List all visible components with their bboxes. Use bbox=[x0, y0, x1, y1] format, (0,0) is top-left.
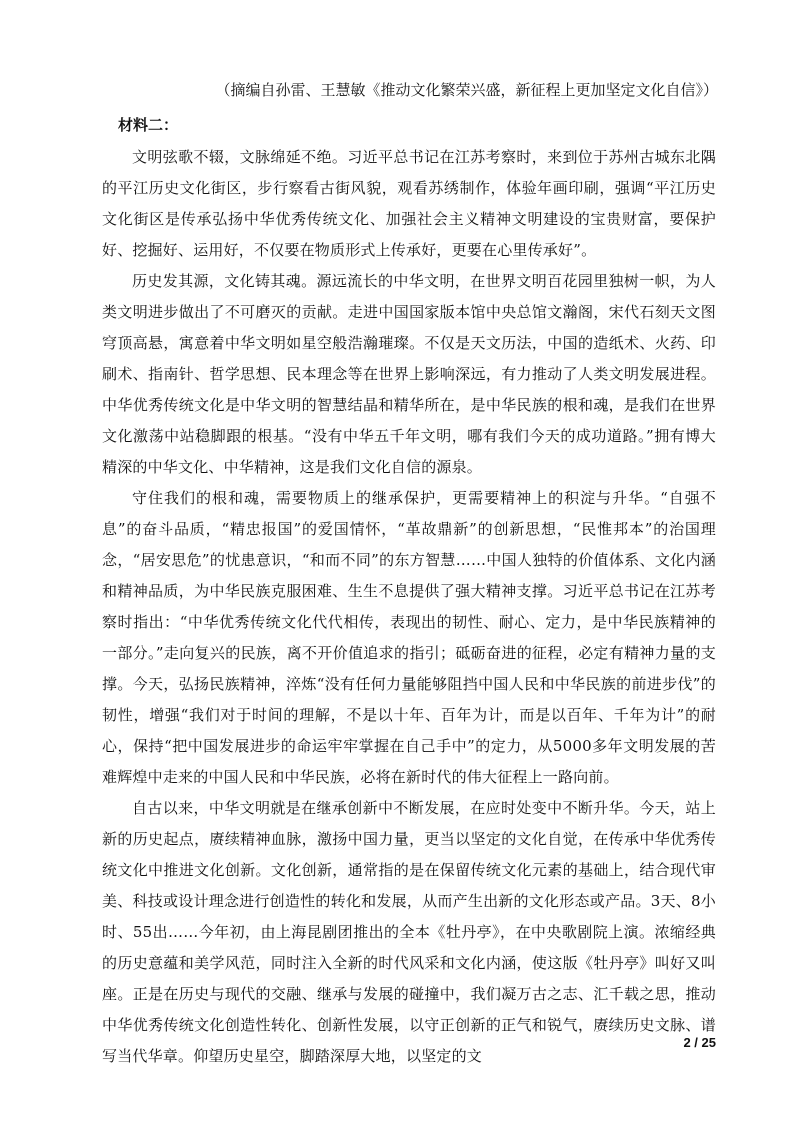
document-body bbox=[102, 142, 716, 1072]
section-heading: 材料二： bbox=[118, 116, 179, 134]
paragraph-2: 历史发其源，文化铸其魂。源远流长的中华文明，在世界文明百花园里独树一帜，为人类文明进步做出了不可磨灭的贡献。走进中国国家版本馆中央总馆文瀚阁，宋代石刻天文图穹顶高悬，寓意着中华文明如星空般浩瀚璀璨。不仅是天文历法，中国的造纸术、火药、印刷术、指南针、哲学思想、民本理念等在世界上影响深远，有力推动了人类文明发展进程。中华优秀传统文化是中华文明的智慧结晶和精华所在，是中华民族的根和魂，是我们在世界文化激荡中站稳脚跟的根基。“没有中华五千年文明，哪有我们今天的成功道路。”拥有博大精深的中华文化、中华精神，这是我们文化自信的源泉。 bbox=[102, 272, 716, 476]
paragraph-4: 自古以来，中华文明就是在继承创新中不断发展，在应时处变中不断升华。今天，站上新的历史起点，赓续精神血脉，激扬中国力量，更当以坚定的文化自觉，在传承中华优秀传统文化中推进文化创新。文化创新，通常指的是在保留传统文化元素的基础上，结合现代审美、科技或设计理念进行创造性的转化和发展，从而产生出新的文化形态或产品。3天、8小时、55出……今年初，由上海昆剧团推出的全本《牡丹亭》，在中央歌剧院上演。浓缩经典的历史意蕴和美学风范，同时注入全新的时代风采和文化内涵，使这版《牡丹亭》叫好又叫座。正是在历史与现代的交融、继承与发展的碰撞中，我们凝万古之志、汇千载之思，推动中华优秀传统文化创造性转化、创新性发展，以守正创新的正气和锐气，赓续历史文脉、谱写当代华章。仰望历史星空，脚踏深厚大地，以坚定的文 bbox=[102, 799, 716, 1065]
source-citation: （摘编自孙雷、王慧敏《推动文化繁荣兴盛，新征程上更加坚定文化自信》） bbox=[215, 81, 718, 99]
paragraph-3: 守住我们的根和魂，需要物质上的继承保护，更需要精神上的积淀与升华。“自强不息”的奋斗品质，“精忠报国”的爱国情怀，“革故鼎新”的创新思想，“民惟邦本”的治国理念，“居安思危”的忧患意识，“和而不同”的东方智慧……中国人独特的价值体系、文化内涵和精神品质，为中华民族克服困难、生生不息提供了强大精神支撑。习近平总书记在江苏考察时指出：“中华优秀传统文化代代相传，表现出的韧性、耐心、定力，是中华民族精神的一部分。”走向复兴的民族，离不开价值追求的指引；砥砺奋进的征程，必定有精神力量的支撑。今天，弘扬民族精神，淬炼“没有任何力量能够阻挡中国人民和中华民族的前进步伐”的韧性，增强“我们对于时间的理解，不是以十年、百年为计，而是以百年、千年为计”的耐心，保持“把中国发展进步的命运牢牢掌握在自己手中”的定力，从5000多年文明发展的苦难辉煌中走来的中国人民和中华民族，必将在新时代的伟大征程上一路向前。 bbox=[102, 489, 716, 786]
paragraph-1: 文明弦歌不辍，文脉绵延不绝。习近平总书记在江苏考察时，来到位于苏州古城东北隅的平江历史文化街区，步行察看古街风貌，观看苏绣制作，体验年画印刷，强调“平江历史文化街区是传承弘扬中华优秀传统文化、加强社会主义精神文明建设的宝贵财富，要保护好、挖掘好、运用好，不仅要在物质形式上传承好，更要在心里传承好”。 bbox=[102, 148, 716, 259]
page-number: 2 / 25 bbox=[683, 1035, 716, 1050]
